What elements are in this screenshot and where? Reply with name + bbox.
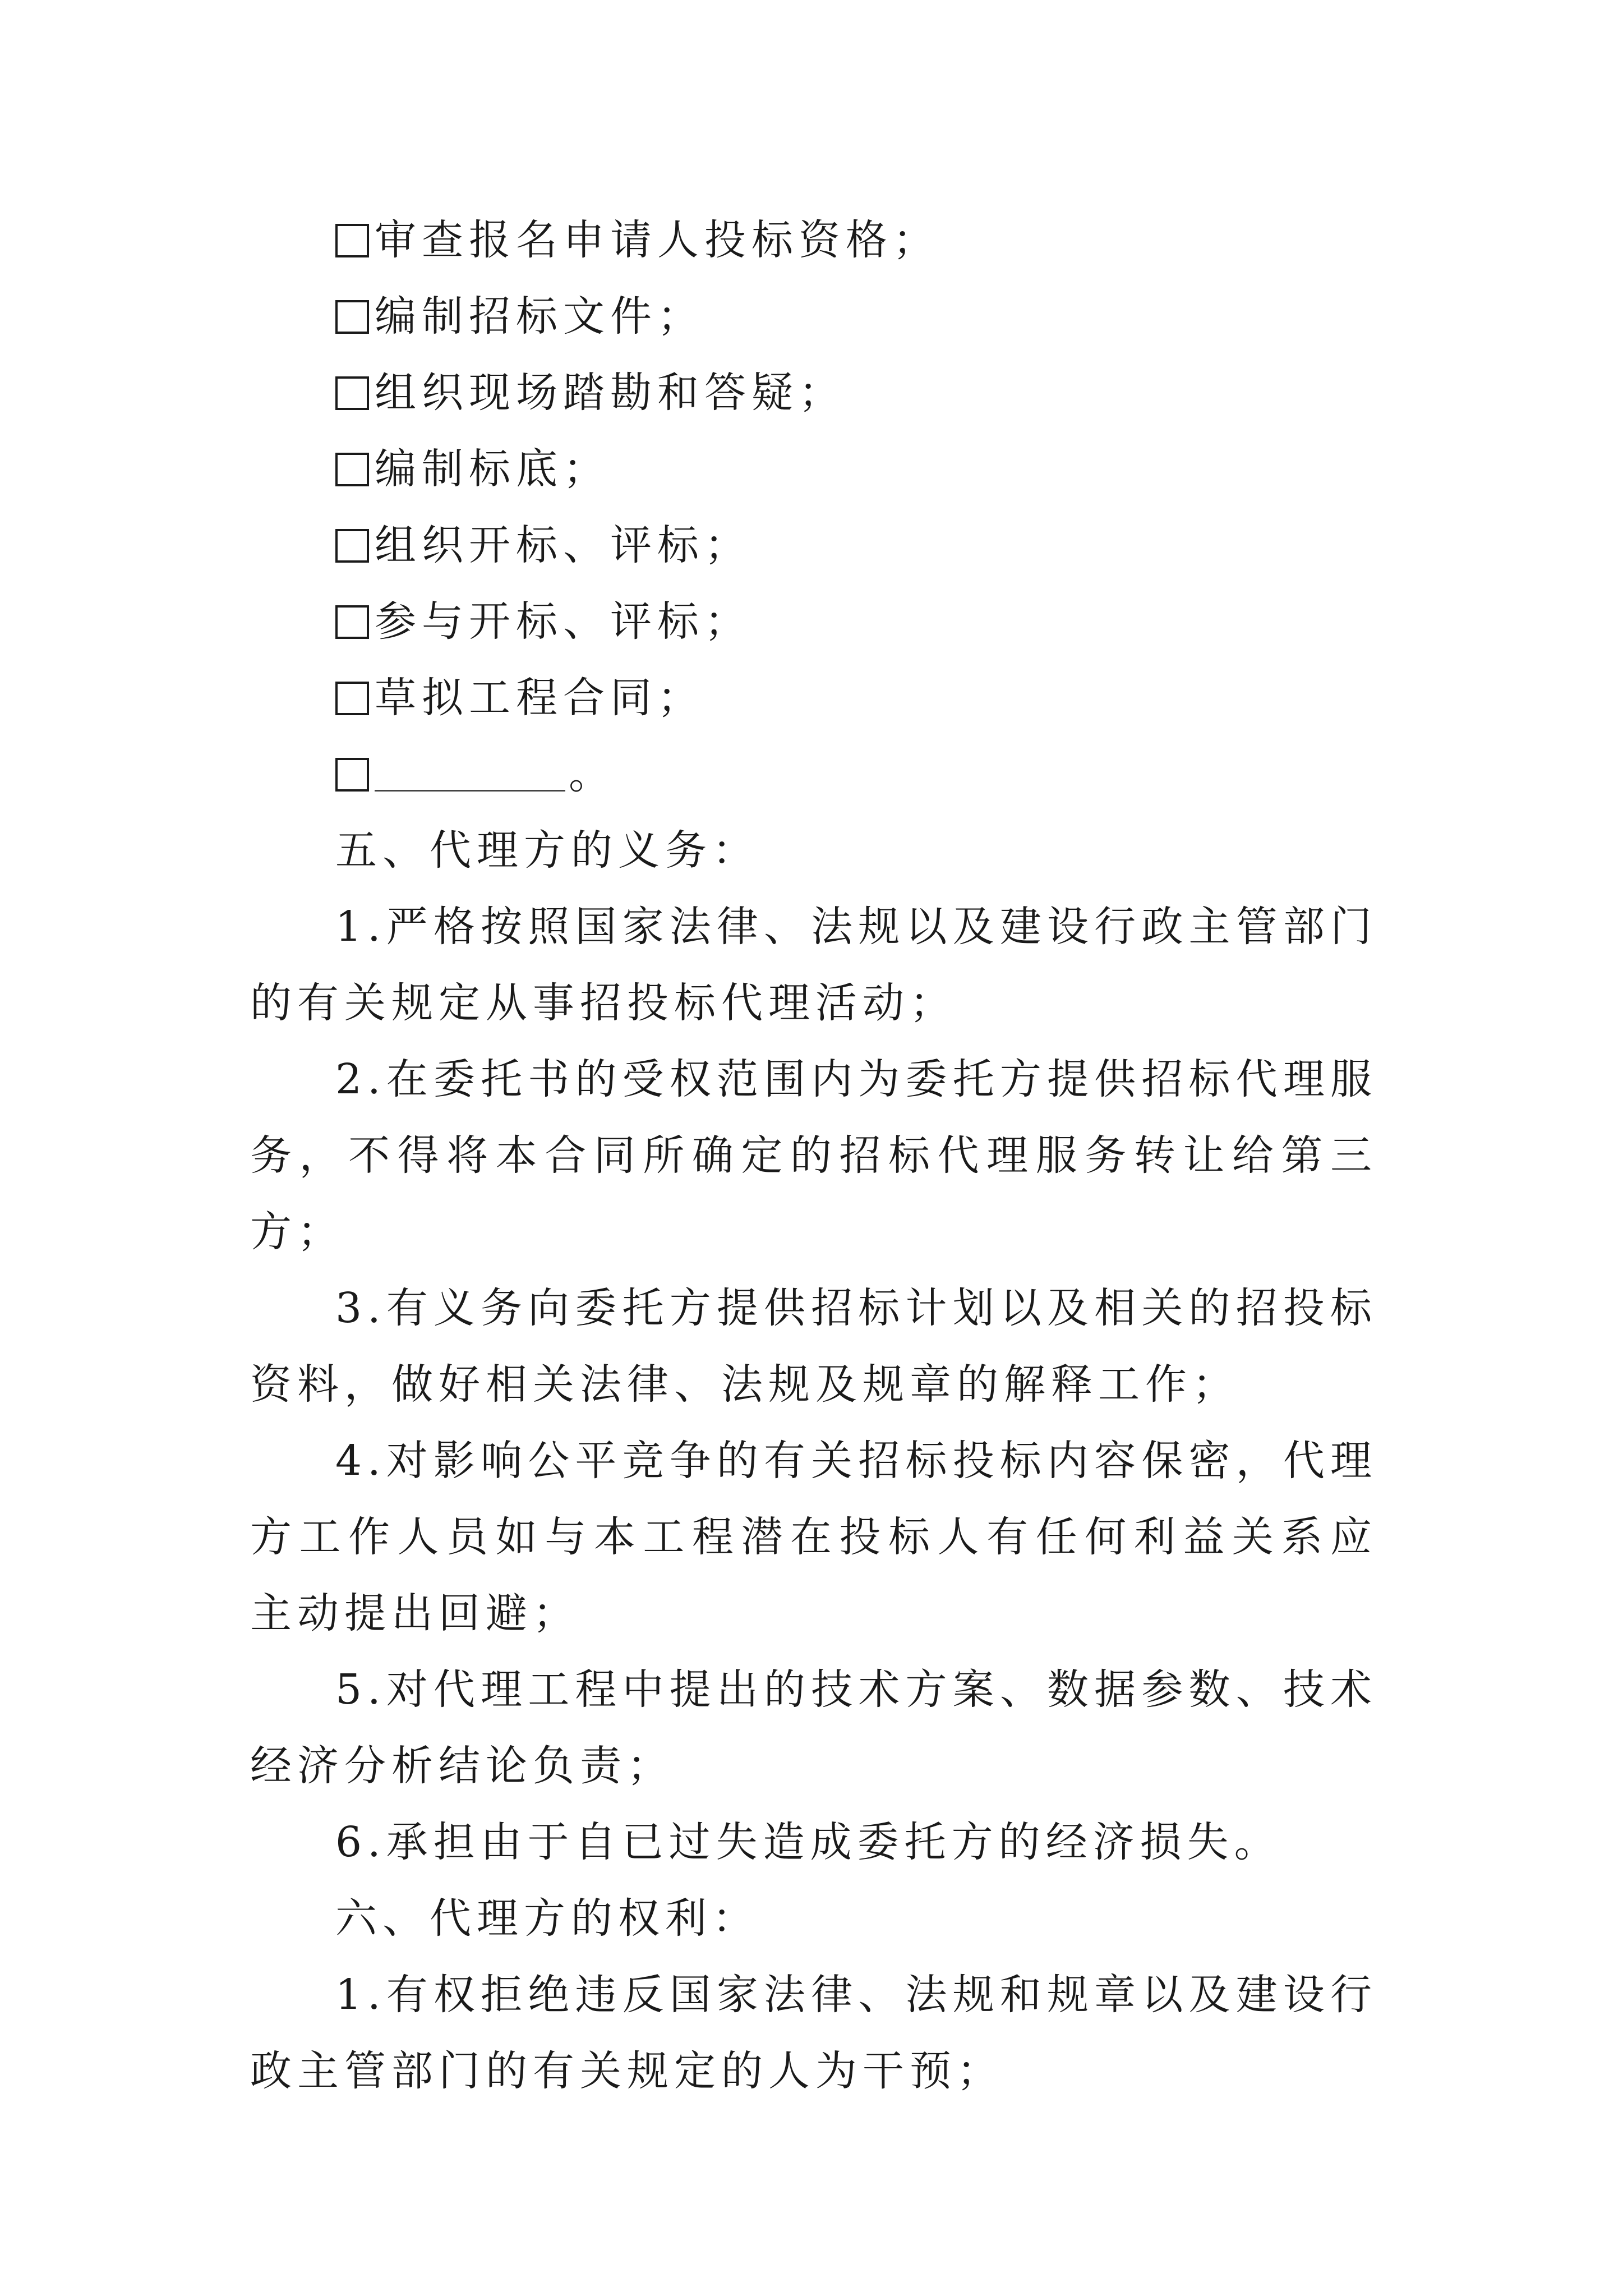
checkbox[interactable] [335,758,369,792]
checklist-item: 审查报名申请人投标资格； [250,202,1377,278]
checklist-item: 草拟工程合同； [250,660,1377,736]
section-heading: 五、代理方的义务： [335,826,759,875]
checklist-item-blank: 。 [250,736,1377,812]
fill-in-blank[interactable] [375,751,565,792]
paragraph: 5.对代理工程中提出的技术方案、数据参数、技术经济分析结论负责； [250,1665,1377,1790]
paragraph: 4.对影响公平竞争的有关招标投标内容保密，代理方工作人员如与本工程潜在投标人有任何利益关系应主动提出回避； [250,1437,1377,1637]
paragraph: 1.有权拒绝违反国家法律、法规和规章以及建设行政主管部门的有关规定的人为干预； [250,1971,1377,2095]
checklist-item: 组织现场踏勘和答疑； [250,355,1377,431]
paragraph: 1.严格按照国家法律、法规以及建设行政主管部门的有关规定从事招投标代理活动； [250,903,1377,1027]
checklist-item: 编制招标文件； [250,278,1377,355]
checklist-item: 组织开标、评标； [250,507,1377,583]
checkbox[interactable] [335,605,369,639]
checkbox[interactable] [335,300,369,334]
checkbox[interactable] [335,453,369,486]
checkbox[interactable] [335,529,369,563]
checklist-item: 参与开标、评标； [250,583,1377,660]
checkbox[interactable] [335,376,369,410]
paragraph: 3.有义务向委托方提供招标计划以及相关的招投标资料，做好相关法律、法规及规章的解释工作； [250,1284,1377,1409]
checkbox[interactable] [335,682,369,715]
paragraph: 2.在委托书的受权范围内为委托方提供招标代理服务，不得将本合同所确定的招标代理服务转让给第三方； [250,1055,1377,1256]
checkbox[interactable] [335,224,369,257]
document-body [250,202,1377,2109]
paragraph: 6.承担由于自已过失造成委托方的经济损失。 [335,1818,1281,1866]
section-heading: 六、代理方的权利： [335,1894,759,1943]
checklist-item: 编制标底； [250,431,1377,507]
